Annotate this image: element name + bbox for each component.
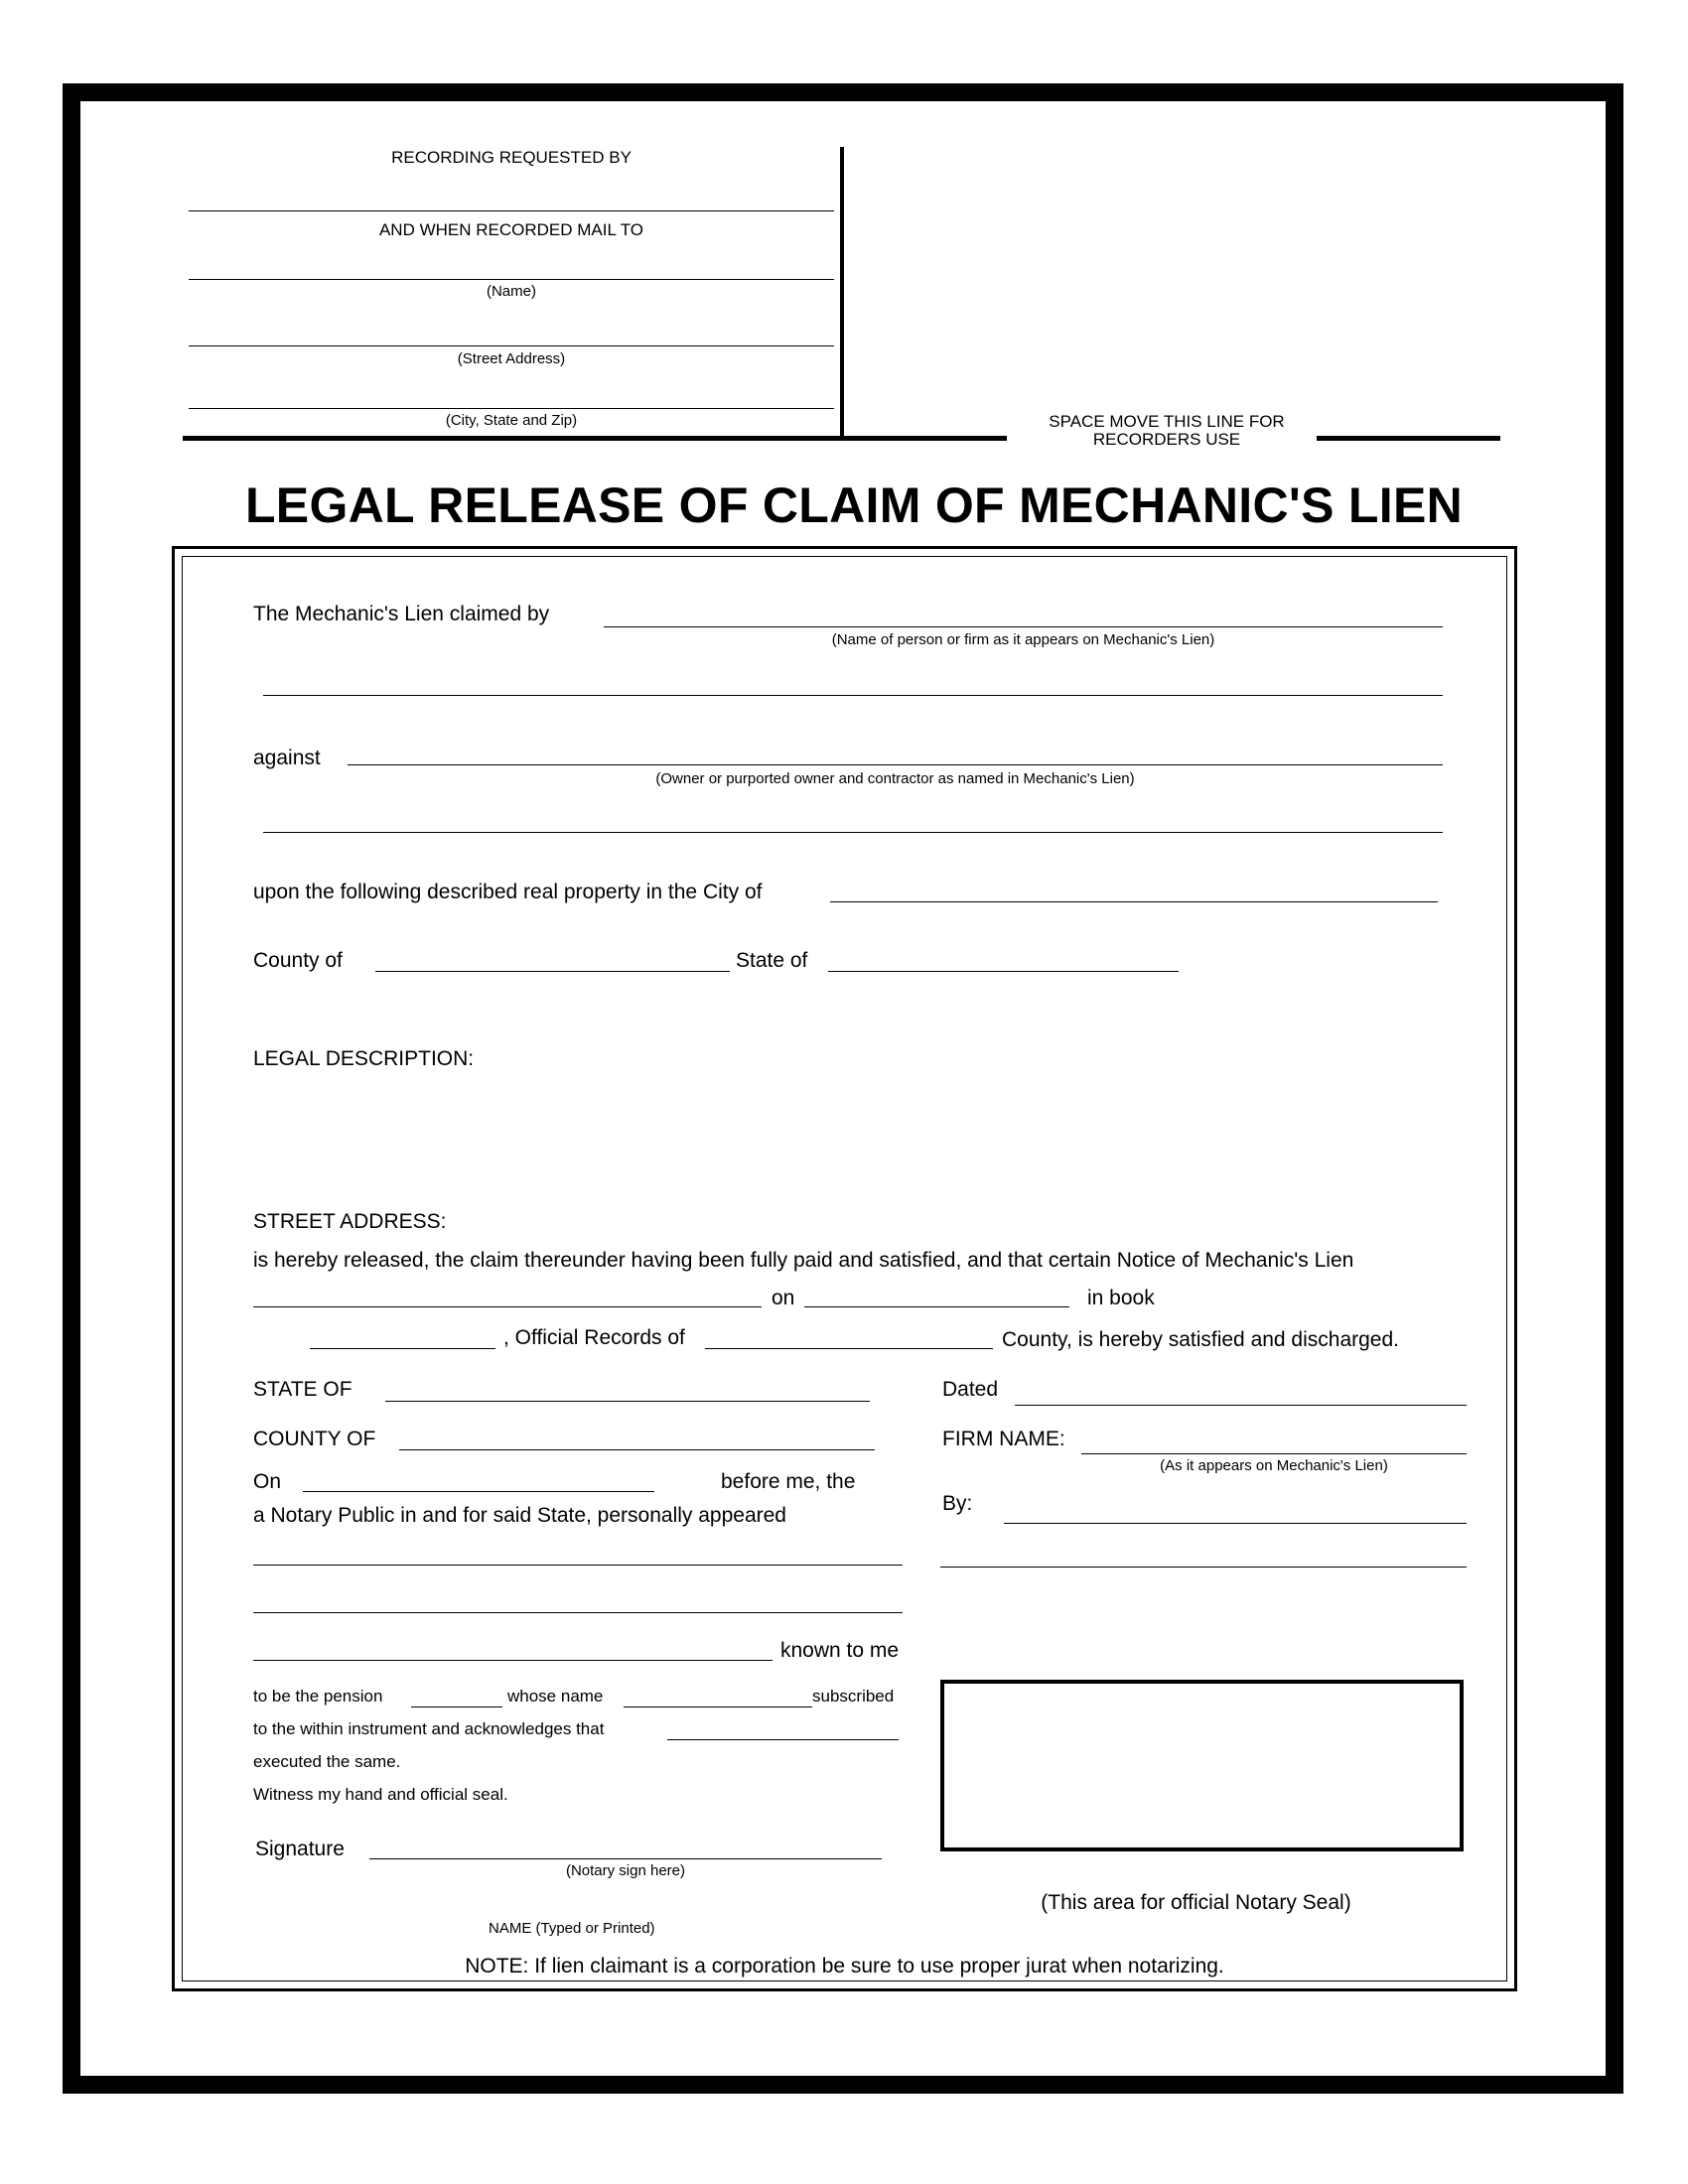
on-label: on [772, 1287, 795, 1309]
header-rule-left [183, 436, 1007, 441]
seal-caption: (This area for official Notary Seal) [1041, 1891, 1351, 1914]
claimant-name-field[interactable] [604, 626, 1443, 627]
owner-field-2[interactable] [263, 832, 1443, 833]
signature-label: Signature [255, 1838, 345, 1860]
legal-description-label: LEGAL DESCRIPTION: [253, 1047, 475, 1070]
witness-label: Witness my hand and official seal. [253, 1785, 508, 1804]
dated-field[interactable] [1015, 1405, 1467, 1406]
claimant-name-field-2[interactable] [263, 695, 1443, 696]
before-me-label: before me, the [721, 1470, 856, 1493]
notary-on-label: On [253, 1470, 282, 1493]
owner-field[interactable] [348, 764, 1443, 765]
by-label: By: [942, 1492, 973, 1515]
lien-date-field[interactable] [804, 1306, 1069, 1307]
released-text: is hereby released, the claim thereunder having been fully paid and satisfied, and that certain Notice of Mechanic's Lien [253, 1249, 1354, 1272]
subscribed-label: subscribed [812, 1687, 895, 1706]
space-line-label: SPACE MOVE THIS LINE FOR [1049, 412, 1285, 431]
claimed-by-label: The Mechanic's Lien claimed by [253, 603, 550, 625]
corporation-note: NOTE: If lien claimant is a corporation be sure to use proper jurat when notarizing. [465, 1955, 1224, 1978]
county-of-label: County of [253, 949, 343, 972]
book-field[interactable] [310, 1348, 495, 1349]
title-field[interactable] [940, 1567, 1467, 1568]
within-instrument-label: to the within instrument and acknowledges that [253, 1719, 605, 1738]
against-label: against [253, 747, 321, 769]
recording-requested-label: RECORDING REQUESTED BY [391, 148, 632, 167]
appeared-field-1[interactable] [253, 1565, 903, 1566]
city-caption: (City, State and Zip) [445, 412, 578, 429]
claimed-by-caption: (Name of person or firm as it appears on Mechanic's Lien) [831, 631, 1215, 648]
name-caption: (Name) [486, 283, 536, 300]
appeared-field-3[interactable] [253, 1660, 773, 1661]
mail-city-field[interactable] [189, 408, 834, 409]
state-of-label: State of [736, 949, 808, 972]
by-field[interactable] [1004, 1523, 1467, 1524]
lien-notice-field[interactable] [253, 1306, 762, 1307]
against-caption: (Owner or purported owner and contractor as named in Mechanic's Lien) [655, 770, 1135, 787]
notary-public-label: a Notary Public in and for said State, personally appeared [253, 1504, 786, 1527]
whose-name-label: whose name [507, 1687, 604, 1706]
mail-name-field[interactable] [189, 279, 834, 280]
firm-name-label: FIRM NAME: [942, 1428, 1065, 1450]
mail-to-label: AND WHEN RECORDED MAIL TO [378, 220, 644, 239]
state-field[interactable] [828, 971, 1179, 972]
notary-state-label: STATE OF [253, 1378, 352, 1401]
notary-state-field[interactable] [385, 1401, 870, 1402]
notary-sign-caption: (Notary sign here) [565, 1862, 686, 1879]
mail-street-field[interactable] [189, 345, 834, 346]
dated-label: Dated [942, 1378, 999, 1401]
notary-date-field[interactable] [303, 1491, 654, 1492]
appeared-field-2[interactable] [253, 1612, 903, 1613]
in-book-label: in book [1087, 1287, 1155, 1309]
recorders-use-label: RECORDERS USE [1092, 430, 1241, 449]
official-records-label: , Official Records of [503, 1326, 685, 1349]
whose-name-field[interactable] [624, 1706, 812, 1707]
property-city-label: upon the following described real property in the City of [253, 881, 763, 903]
firm-name-caption: (As it appears on Mechanic's Lien) [1160, 1457, 1388, 1474]
city-field[interactable] [830, 901, 1438, 902]
person-field[interactable] [411, 1706, 502, 1707]
notary-county-label: COUNTY OF [253, 1428, 376, 1450]
street-address-label: STREET ADDRESS: [253, 1210, 447, 1233]
recording-divider [840, 147, 844, 437]
county-satisfied-label: County, is hereby satisfied and discharged. [1002, 1328, 1400, 1351]
records-county-field[interactable] [705, 1348, 993, 1349]
street-caption: (Street Address) [457, 350, 566, 367]
county-field[interactable] [375, 971, 730, 972]
recording-requested-field[interactable] [189, 210, 834, 211]
notary-signature-field[interactable] [369, 1858, 882, 1859]
to-be-person-label: to be the pension [253, 1687, 383, 1706]
header-rule-right [1317, 436, 1500, 441]
name-typed-label: NAME (Typed or Printed) [489, 1920, 655, 1937]
acknowledges-field[interactable] [667, 1739, 899, 1740]
notary-seal-box [940, 1680, 1464, 1851]
executed-label: executed the same. [253, 1752, 401, 1771]
document-title: LEGAL RELEASE OF CLAIM OF MECHANIC'S LIEN [244, 478, 1464, 533]
firm-name-field[interactable] [1081, 1453, 1467, 1454]
notary-county-field[interactable] [399, 1449, 875, 1450]
known-to-me-label: known to me [780, 1639, 900, 1662]
